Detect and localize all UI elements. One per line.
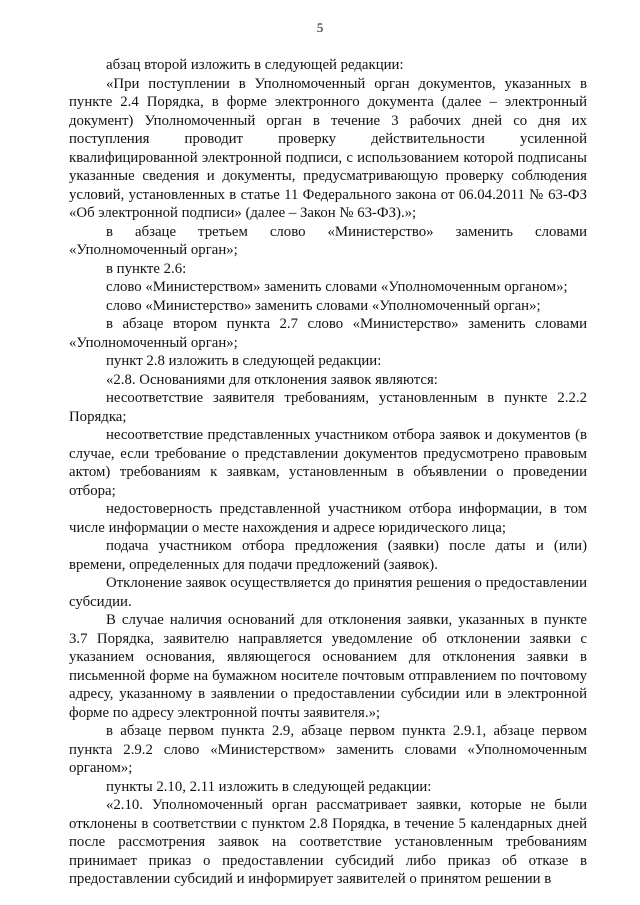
paragraph-14: Отклонение заявок осуществляется до принятия решения о предоставлении субсидии. [69, 575, 587, 610]
paragraph-7: в абзаце втором пункта 2.7 слово «Министерство» заменить словами «Уполномоченный орган»; [69, 316, 587, 351]
paragraph-13: подача участником отбора предложения (заявки) после даты и (или) времени, определенных для подачи предложений (заявок). [69, 538, 587, 573]
paragraph-18: «2.10. Уполномоченный орган рассматривает заявки, которые не были отклонены в соответствии с пунктом 2.8 Порядка, в течение 5 календарных дней после рассмотрения заявок на соответствие установленным требованиям принимает приказ о предоставлении субсидий либо приказ об отказе в предоставлении субсидий и информирует заявителей о принятом решении в [69, 797, 587, 887]
page-number: 5 [316, 20, 324, 35]
paragraph-3: в абзаце третьем слово «Министерство» заменить словами «Уполномоченный орган»; [69, 223, 587, 258]
paragraph-16: в абзаце первом пункта 2.9, абзаце первом пункта 2.9.1, абзаце первом пункта 2.9.2 слово «Министерством» заменить словами «Уполномоченным органом»; [69, 723, 587, 776]
paragraph-6: слово «Министерство» заменить словами «Уполномоченный орган»; [106, 297, 541, 314]
paragraph-2: «При поступлении в Уполномоченный орган документов, указанных в пункте 2.4 Порядка, в форме электронного документа (далее – электронный документ) Уполномоченный орган в течение 3 рабочих дней со дня их поступления проводит проверку действительности усиленной квалифицированной электронной подписи, с использованием которой подписаны указанные сведения и документы, предусматривающую проверку соблюдения условий, установленных в статье 11 Федерального закона от 06.04.2011 № 63-ФЗ «Об электронной подписи» (далее – Закон № 63-ФЗ).»; [69, 75, 587, 221]
paragraph-11: несоответствие представленных участником отбора заявок и документов (в случае, если требование о представлении документов предусмотрено правовым актом) требованиям к заявкам, установленным в объявлении о проведении отбора; [69, 427, 587, 499]
paragraph-17: пункты 2.10, 2.11 изложить в следующей редакции: [106, 778, 432, 795]
paragraph-1: абзац второй изложить в следующей редакции: [106, 57, 404, 73]
paragraph-5: слово «Министерством» заменить словами «Уполномоченным органом»; [106, 279, 568, 295]
document-body [69, 56, 587, 889]
paragraph-12: недостоверность представленной участником отбора информации, в том числе информации о месте нахождения и адресе юридического лица; [69, 501, 587, 536]
paragraph-8: пункт 2.8 изложить в следующей редакции: [106, 353, 382, 369]
paragraph-9: «2.8. Основаниями для отклонения заявок являются: [106, 371, 438, 388]
paragraph-15: В случае наличия оснований для отклонения заявки, указанных в пункте 3.7 Порядка, заявителю направляется уведомление об отклонении заявки с указанием основания, являющегося основанием для отклонения заявки в письменной форме на бумажном носителе почтовым отправлением по почтовому адресу, указанному в заявлении о предоставлении субсидии или в электронной форме по адресу электронной почты заявителя.»; [69, 612, 587, 721]
paragraph-10: несоответствие заявителя требованиям, установленным в пункте 2.2.2 Порядка; [69, 390, 587, 425]
paragraph-4: в пункте 2.6: [106, 260, 187, 277]
